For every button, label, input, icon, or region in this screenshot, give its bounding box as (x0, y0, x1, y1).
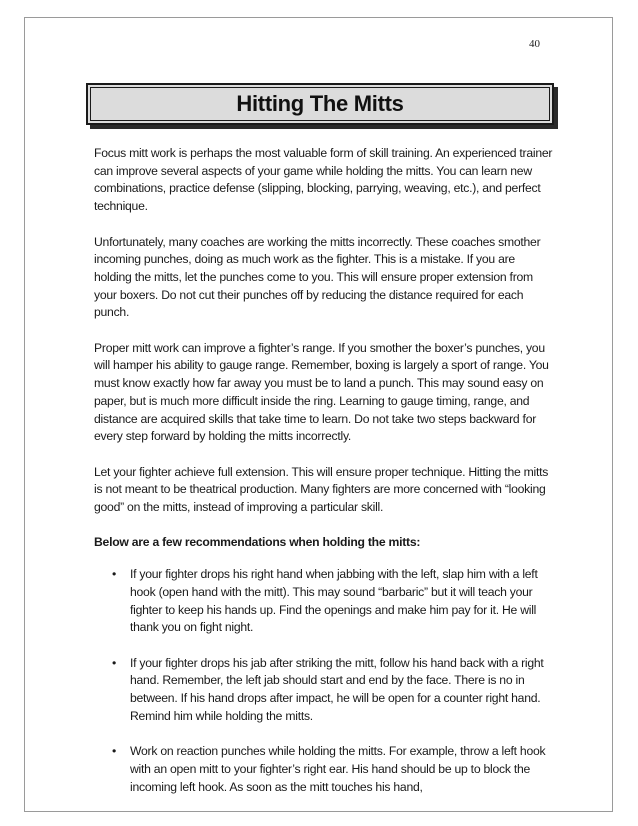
body-content (94, 145, 554, 814)
bullet-icon: • (112, 567, 117, 582)
title-banner-inner (90, 87, 550, 121)
paragraph: Focus mitt work is perhaps the most valuable form of skill training. An experienced trainer can improve several aspects of your game while holding the mitts. You can learn new combinations, practice defense (slipping, blocking, parrying, weaving, etc.), and perfect technique. (94, 146, 553, 214)
list-item-text: Work on reaction punches while holding the mitts. For example, throw a left hook with an open mitt to your fighter’s right ear. His hand should be up to block the incoming left hook. As soon as the mitt touches his hand, (130, 744, 546, 794)
page-number: 40 (529, 38, 540, 50)
page-title: Hitting The Mitts (236, 91, 404, 116)
recommendations-list (94, 566, 554, 796)
list-item (94, 655, 554, 726)
list-item (94, 743, 554, 796)
bullet-icon: • (112, 744, 117, 759)
paragraph: Unfortunately, many coaches are working the mitts incorrectly. These coaches smother incoming punches, doing as much work as the fighter. This is a mistake. If you are holding the mitts, let the punches come to you. This will ensure proper extension from your boxers. Do not cut their punches off by reducing the distance required for each punch. (94, 234, 541, 320)
title-banner (86, 83, 554, 125)
bullet-icon: • (112, 655, 117, 670)
recommendations-heading: Below are a few recommendations when holding the mitts: (94, 535, 421, 550)
paragraph: Let your fighter achieve full extension. This will ensure proper technique. Hitting the mitts is not meant to be theatrical production. Many fighters are more concerned with “looking good” on the mitts, instead of improving a particular skill. (94, 464, 549, 515)
list-item (94, 566, 554, 637)
paragraph: Proper mitt work can improve a fighter’s range. If you smother the boxer’s punches, you will hamper his ability to gauge range. Remember, boxing is largely a sport of range. You must know exactly how far away you must be to land a punch. This may sound easy on paper, but is much more difficult inside the ring. Learning to gauge timing, range, and distance are acquired skills that take time to learn. Do not take two steps backward for every step forward by holding the mitts incorrectly. (94, 340, 549, 444)
list-item-text: If your fighter drops his jab after striking the mitt, follow his hand back with a right hand. Remember, the left jab should start and end by the face. There is no in between. If his hand drops after impact, he will be open for a counter right hand. Remind him while holding the mitts. (130, 655, 544, 723)
list-item-text: If your fighter drops his right hand when jabbing with the left, slap him with a left hook (open hand with the mitt). This may sound “barbaric” but it will teach your fighter to keep his hands up. Find the openings and make him pay for it. He will thank you on fight night. (130, 567, 538, 635)
